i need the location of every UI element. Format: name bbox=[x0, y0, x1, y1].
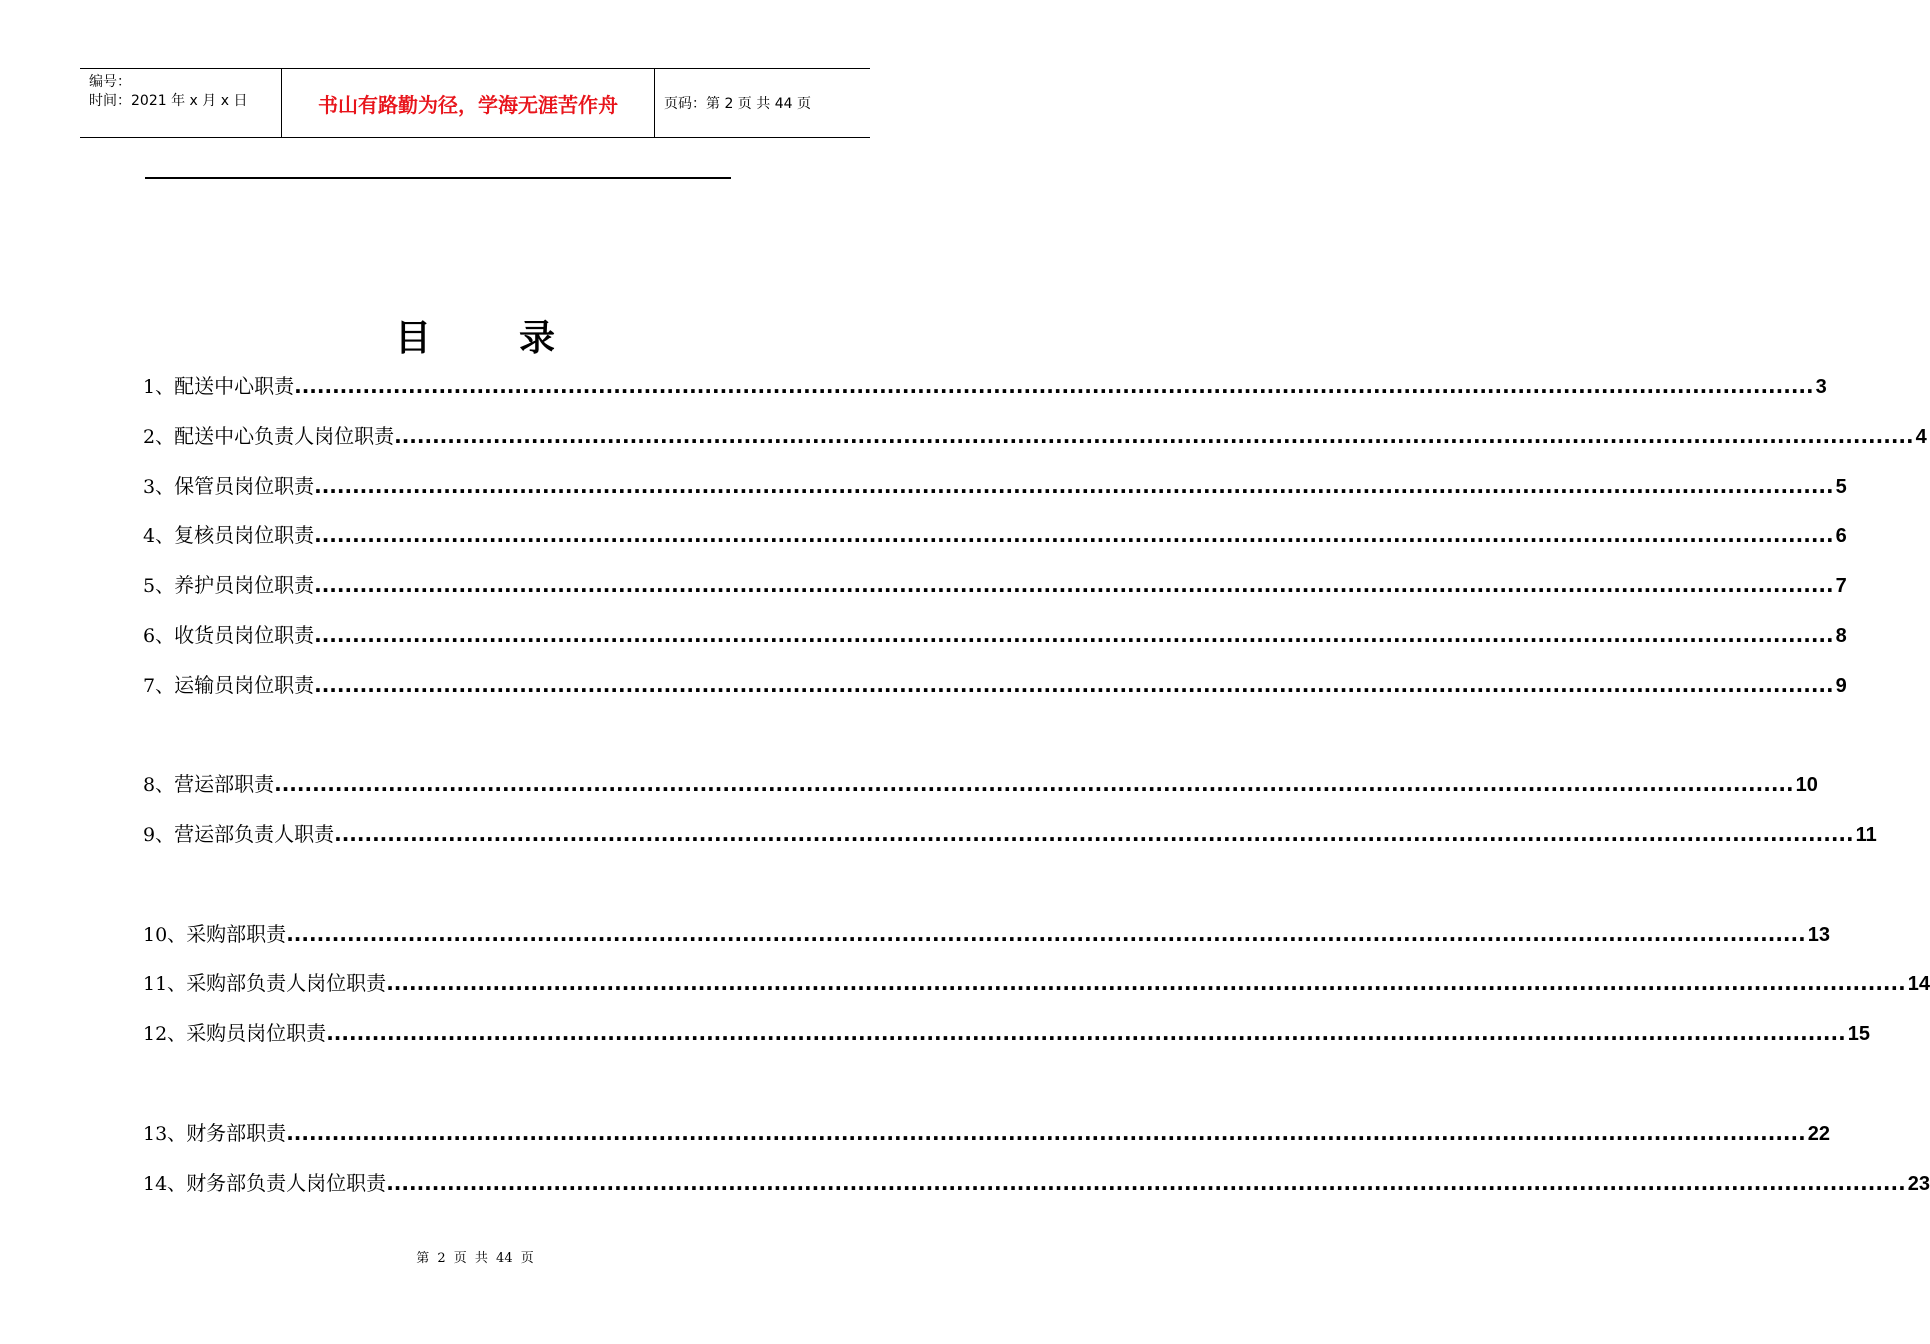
toc-entry-label: 配送中心负责人岗位职责 bbox=[174, 424, 395, 448]
toc-entry-page: 22 bbox=[1807, 1123, 1830, 1145]
header-meta bbox=[80, 69, 282, 137]
toc-leader-dots: ........................................................................................................................................................................................................ bbox=[314, 573, 1834, 597]
toc-leader-dots: ........................................................................................................................................................................................................ bbox=[314, 523, 1834, 547]
toc-entry[interactable] bbox=[143, 818, 1877, 848]
document-time-label: 时间：2021 年 x 月 x 日 bbox=[89, 93, 248, 109]
toc-entry-page: 8 bbox=[1835, 625, 1847, 647]
toc-entry[interactable] bbox=[143, 967, 1930, 997]
toc-entry[interactable] bbox=[143, 768, 1818, 798]
toc-entry-label: 营运部职责 bbox=[174, 772, 275, 796]
header-motto: 书山有路勤为径，学海无涯苦作舟 bbox=[282, 69, 655, 137]
toc-entry-number: 14、 bbox=[143, 1173, 187, 1195]
toc-entry-label: 养护员岗位职责 bbox=[174, 573, 315, 597]
toc-leader-dots: ........................................................................................................................................................................................................ bbox=[386, 971, 1906, 995]
toc-entry-number: 13、 bbox=[143, 1123, 187, 1145]
toc-entry-label: 复核员岗位职责 bbox=[174, 523, 315, 547]
toc-entry-number: 11、 bbox=[143, 973, 187, 995]
toc-entry-label: 运输员岗位职责 bbox=[174, 673, 315, 697]
toc-leader-dots: ........................................................................................................................................................................................................ bbox=[314, 673, 1834, 697]
toc-entry[interactable] bbox=[143, 1017, 1870, 1047]
page-title: 目录 bbox=[394, 317, 643, 359]
toc-entry-number: 7、 bbox=[143, 675, 175, 697]
toc-entry-label: 财务部负责人岗位职责 bbox=[186, 1171, 387, 1195]
document-number-label: 编号： bbox=[89, 74, 131, 90]
toc-entry-number: 12、 bbox=[143, 1023, 187, 1045]
toc-entry[interactable] bbox=[143, 569, 1847, 599]
toc-entry[interactable] bbox=[143, 619, 1847, 649]
toc-entry-number: 9、 bbox=[143, 824, 175, 846]
toc-entry-page: 4 bbox=[1915, 426, 1927, 448]
toc-entry[interactable] bbox=[143, 669, 1847, 699]
toc-entry-page: 7 bbox=[1835, 575, 1847, 597]
toc-entry-label: 营运部负责人职责 bbox=[174, 822, 335, 846]
toc-entry-label: 收货员岗位职责 bbox=[174, 623, 315, 647]
toc-entry-number: 6、 bbox=[143, 625, 175, 647]
toc-entry-label: 保管员岗位职责 bbox=[174, 474, 315, 498]
toc-entry-number: 2、 bbox=[143, 426, 175, 448]
toc-leader-dots: ........................................................................................................................................................................................................ bbox=[286, 922, 1806, 946]
toc-entry-page: 5 bbox=[1835, 476, 1847, 498]
toc-entry-number: 4、 bbox=[143, 525, 175, 547]
toc-leader-dots: ........................................................................................................................................................................................................ bbox=[334, 822, 1854, 846]
toc-leader-dots: ........................................................................................................................................................................................................ bbox=[286, 1121, 1806, 1145]
toc-entry-number: 3、 bbox=[143, 476, 175, 498]
toc-entry[interactable] bbox=[143, 470, 1847, 500]
toc-entry[interactable] bbox=[143, 1117, 1830, 1147]
toc-entry-label: 采购部负责人岗位职责 bbox=[186, 971, 387, 995]
toc-entry[interactable] bbox=[143, 918, 1830, 948]
toc-entry-label: 采购部职责 bbox=[186, 922, 287, 946]
toc-entry-page: 6 bbox=[1835, 525, 1847, 547]
toc-leader-dots: ........................................................................................................................................................................................................ bbox=[294, 374, 1814, 398]
header-divider bbox=[145, 177, 731, 179]
page-header bbox=[80, 68, 870, 138]
toc-entry-label: 配送中心职责 bbox=[174, 374, 295, 398]
toc-entry-label: 财务部职责 bbox=[186, 1121, 287, 1145]
toc-entry-number: 8、 bbox=[143, 774, 175, 796]
toc-entry[interactable] bbox=[143, 1167, 1930, 1197]
toc-entry-page: 13 bbox=[1807, 924, 1830, 946]
toc-leader-dots: ........................................................................................................................................................................................................ bbox=[274, 772, 1794, 796]
toc-entry-page: 11 bbox=[1855, 824, 1877, 846]
toc-entry[interactable] bbox=[143, 420, 1927, 450]
toc-leader-dots: ........................................................................................................................................................................................................ bbox=[314, 474, 1834, 498]
toc-entry-number: 5、 bbox=[143, 575, 175, 597]
toc-entry-page: 14 bbox=[1907, 973, 1930, 995]
page-footer: 第 2 页 共 44 页 bbox=[416, 1251, 534, 1266]
toc-entry-number: 1、 bbox=[143, 376, 175, 398]
toc-entry[interactable] bbox=[143, 519, 1847, 549]
toc-leader-dots: ........................................................................................................................................................................................................ bbox=[394, 424, 1914, 448]
toc-entry-page: 15 bbox=[1847, 1023, 1870, 1045]
toc-leader-dots: ........................................................................................................................................................................................................ bbox=[386, 1171, 1906, 1195]
toc-entry-page: 23 bbox=[1907, 1173, 1930, 1195]
toc-entry-page: 3 bbox=[1815, 376, 1827, 398]
toc-entry-page: 10 bbox=[1795, 774, 1818, 796]
toc-leader-dots: ........................................................................................................................................................................................................ bbox=[314, 623, 1834, 647]
header-page-info: 页码：第 2 页 共 44 页 bbox=[664, 96, 811, 112]
toc-entry-label: 采购员岗位职责 bbox=[186, 1021, 327, 1045]
toc-entry[interactable] bbox=[143, 370, 1827, 400]
toc-entry-page: 9 bbox=[1835, 675, 1847, 697]
toc-leader-dots: ........................................................................................................................................................................................................ bbox=[326, 1021, 1846, 1045]
toc-entry-number: 10、 bbox=[143, 924, 187, 946]
